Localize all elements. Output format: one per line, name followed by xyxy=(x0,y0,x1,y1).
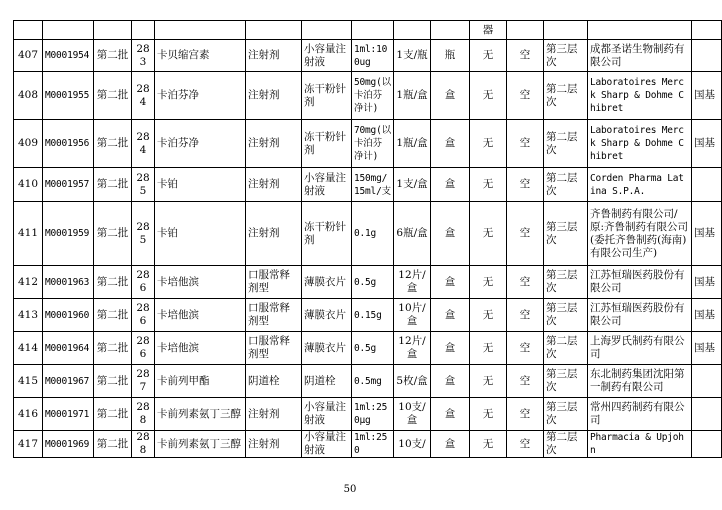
cell-strength: 0.15g xyxy=(352,299,394,332)
cell-catalog xyxy=(692,398,722,431)
cell-batch: 第二批 xyxy=(94,332,132,365)
cell-level: 第三层次 xyxy=(544,266,588,299)
cell-drug-name: 卡培他滨 xyxy=(155,332,246,365)
cell-drug-name: 卡培他滨 xyxy=(155,299,246,332)
cell-dosage-form: 注射剂 xyxy=(246,398,302,431)
header-cell xyxy=(132,21,155,40)
cell-strength: 1ml:250μg xyxy=(352,398,394,431)
cell-unit: 盒 xyxy=(431,332,470,365)
cell-drug-name: 卡前列素氨丁三醇 xyxy=(155,398,246,431)
cell-catalog xyxy=(692,168,722,202)
cell-unit: 盒 xyxy=(431,299,470,332)
table-row xyxy=(14,202,722,266)
cell-seq: 412 xyxy=(14,266,43,299)
cell-code: M0001957 xyxy=(43,168,94,202)
cell-level: 第二层次 xyxy=(544,431,588,458)
cell-drug-name: 卡前列甲酯 xyxy=(155,365,246,398)
cell-code: M0001959 xyxy=(43,202,94,266)
cell-seq: 413 xyxy=(14,299,43,332)
cell-level: 第二层次 xyxy=(544,168,588,202)
cell-manufacturer: 东北制药集团沈阳第一制药有限公司 xyxy=(588,365,692,398)
cell-level: 第二层次 xyxy=(544,332,588,365)
cell-drug-name: 卡培他滨 xyxy=(155,266,246,299)
cell-strength: 70mg(以卡泊芬净计) xyxy=(352,120,394,168)
cell-drug-name: 卡泊芬净 xyxy=(155,72,246,120)
table-row xyxy=(14,299,722,332)
cell-drug-name: 卡铂 xyxy=(155,202,246,266)
cell-packing: 5枚/盒 xyxy=(394,365,431,398)
cell-code: M0001956 xyxy=(43,120,94,168)
cell-catalog: 国基 xyxy=(692,299,722,332)
cell-manufacturer: 常州四药制药有限公司 xyxy=(588,398,692,431)
cell-level: 第三层次 xyxy=(544,398,588,431)
cell-dosage-form: 口服常释剂型 xyxy=(246,332,302,365)
cell-unit: 盒 xyxy=(431,431,470,458)
cell-unit: 盒 xyxy=(431,72,470,120)
cell-strength: 1ml:250 xyxy=(352,431,394,458)
cell-manufacturer: Corden Pharma Latina S.P.A. xyxy=(588,168,692,202)
cell-seq: 414 xyxy=(14,332,43,365)
header-cell xyxy=(302,21,352,40)
cell-dosage-form: 注射剂 xyxy=(246,72,302,120)
cell-extra: 无 xyxy=(470,40,507,72)
table-row xyxy=(14,431,722,458)
header-cell xyxy=(14,21,43,40)
header-cell xyxy=(588,21,692,40)
header-cell xyxy=(94,21,132,40)
cell-unit: 盒 xyxy=(431,202,470,266)
cell-catalog xyxy=(692,365,722,398)
header-cell xyxy=(246,21,302,40)
cell-unit: 盒 xyxy=(431,365,470,398)
cell-strength: 150mg/15ml/支 xyxy=(352,168,394,202)
header-cell xyxy=(394,21,431,40)
cell-dosage-form: 注射剂 xyxy=(246,168,302,202)
cell-status: 空 xyxy=(507,398,544,431)
header-cell xyxy=(155,21,246,40)
cell-status: 空 xyxy=(507,266,544,299)
cell-strength: 0.5g xyxy=(352,332,394,365)
cell-catalog: 国基 xyxy=(692,120,722,168)
cell-dosage-form: 口服常释剂型 xyxy=(246,299,302,332)
cell-strength: 0.5g xyxy=(352,266,394,299)
cell-group: 288 xyxy=(132,398,155,431)
cell-spec-form: 小容量注射液 xyxy=(302,168,352,202)
cell-strength: 1ml:100ug xyxy=(352,40,394,72)
cell-code: M0001971 xyxy=(43,398,94,431)
cell-level: 第二层次 xyxy=(544,72,588,120)
header-cell xyxy=(352,21,394,40)
cell-seq: 407 xyxy=(14,40,43,72)
cell-batch: 第二批 xyxy=(94,168,132,202)
cell-group: 284 xyxy=(132,120,155,168)
cell-level: 第三层次 xyxy=(544,365,588,398)
page-number: 50 xyxy=(343,484,357,495)
cell-packing: 10支/ xyxy=(394,431,431,458)
cell-dosage-form: 注射剂 xyxy=(246,431,302,458)
cell-manufacturer: 上海罗氏制药有限公司 xyxy=(588,332,692,365)
cell-group: 286 xyxy=(132,332,155,365)
cell-extra: 无 xyxy=(470,202,507,266)
cell-seq: 417 xyxy=(14,431,43,458)
header-cell: 器 xyxy=(470,21,507,40)
cell-code: M0001955 xyxy=(43,72,94,120)
cell-batch: 第二批 xyxy=(94,299,132,332)
cell-packing: 1瓶/盒 xyxy=(394,120,431,168)
cell-status: 空 xyxy=(507,120,544,168)
table-row xyxy=(14,120,722,168)
header-cell xyxy=(692,21,722,40)
cell-packing: 12片/盒 xyxy=(394,266,431,299)
cell-group: 287 xyxy=(132,365,155,398)
cell-spec-form: 冻干粉针剂 xyxy=(302,120,352,168)
cell-seq: 416 xyxy=(14,398,43,431)
cell-drug-name: 卡前列素氨丁三醇 xyxy=(155,431,246,458)
cell-spec-form: 薄膜衣片 xyxy=(302,266,352,299)
cell-spec-form: 小容量注射液 xyxy=(302,40,352,72)
cell-level: 第三层次 xyxy=(544,40,588,72)
cell-catalog xyxy=(692,431,722,458)
cell-code: M0001969 xyxy=(43,431,94,458)
cell-packing: 6瓶/盒 xyxy=(394,202,431,266)
table-row xyxy=(14,21,722,40)
cell-catalog: 国基 xyxy=(692,202,722,266)
cell-group: 283 xyxy=(132,40,155,72)
cell-group: 285 xyxy=(132,168,155,202)
header-cell xyxy=(507,21,544,40)
cell-spec-form: 小容量注射液 xyxy=(302,398,352,431)
cell-level: 第三层次 xyxy=(544,202,588,266)
table-row xyxy=(14,266,722,299)
cell-level: 第三层次 xyxy=(544,299,588,332)
cell-status: 空 xyxy=(507,72,544,120)
cell-spec-form: 薄膜衣片 xyxy=(302,299,352,332)
cell-manufacturer: 成都圣诺生物制药有限公司 xyxy=(588,40,692,72)
table-row xyxy=(14,365,722,398)
cell-seq: 411 xyxy=(14,202,43,266)
cell-strength: 0.1g xyxy=(352,202,394,266)
cell-code: M0001954 xyxy=(43,40,94,72)
cell-packing: 12片/盒 xyxy=(394,332,431,365)
cell-level: 第二层次 xyxy=(544,120,588,168)
cell-seq: 408 xyxy=(14,72,43,120)
cell-batch: 第二批 xyxy=(94,431,132,458)
cell-spec-form: 小容量注射液 xyxy=(302,431,352,458)
cell-seq: 410 xyxy=(14,168,43,202)
cell-packing: 1支/瓶 xyxy=(394,40,431,72)
cell-group: 286 xyxy=(132,266,155,299)
cell-unit: 盒 xyxy=(431,398,470,431)
cell-unit: 瓶 xyxy=(431,40,470,72)
cell-batch: 第二批 xyxy=(94,365,132,398)
cell-extra: 无 xyxy=(470,120,507,168)
cell-manufacturer: 江苏恒瑞医药股份有限公司 xyxy=(588,299,692,332)
cell-drug-name: 卡泊芬净 xyxy=(155,120,246,168)
cell-catalog: 国基 xyxy=(692,332,722,365)
cell-dosage-form: 注射剂 xyxy=(246,202,302,266)
cell-packing: 1瓶/盒 xyxy=(394,72,431,120)
cell-spec-form: 冻干粉针剂 xyxy=(302,202,352,266)
cell-extra: 无 xyxy=(470,332,507,365)
cell-batch: 第二批 xyxy=(94,202,132,266)
cell-status: 空 xyxy=(507,40,544,72)
cell-seq: 409 xyxy=(14,120,43,168)
cell-extra: 无 xyxy=(470,365,507,398)
cell-status: 空 xyxy=(507,168,544,202)
cell-status: 空 xyxy=(507,365,544,398)
table-row xyxy=(14,40,722,72)
cell-code: M0001960 xyxy=(43,299,94,332)
cell-packing: 10片/盒 xyxy=(394,299,431,332)
cell-catalog: 国基 xyxy=(692,72,722,120)
cell-spec-form: 冻干粉针剂 xyxy=(302,72,352,120)
cell-spec-form: 薄膜衣片 xyxy=(302,332,352,365)
cell-manufacturer: Pharmacia & Upjohn xyxy=(588,431,692,458)
header-cell xyxy=(431,21,470,40)
cell-batch: 第二批 xyxy=(94,40,132,72)
cell-batch: 第二批 xyxy=(94,266,132,299)
cell-batch: 第二批 xyxy=(94,398,132,431)
drug-table xyxy=(13,20,722,458)
cell-manufacturer: Laboratoires Merck Sharp & Dohme Chibret xyxy=(588,72,692,120)
cell-extra: 无 xyxy=(470,72,507,120)
cell-manufacturer: 江苏恒瑞医药股份有限公司 xyxy=(588,266,692,299)
cell-code: M0001964 xyxy=(43,332,94,365)
cell-group: 288 xyxy=(132,431,155,458)
cell-extra: 无 xyxy=(470,299,507,332)
cell-drug-name: 卡铂 xyxy=(155,168,246,202)
cell-batch: 第二批 xyxy=(94,72,132,120)
cell-status: 空 xyxy=(507,202,544,266)
cell-batch: 第二批 xyxy=(94,120,132,168)
cell-strength: 50mg(以卡泊芬净计) xyxy=(352,72,394,120)
cell-catalog xyxy=(692,40,722,72)
table-row xyxy=(14,332,722,365)
cell-manufacturer: 齐鲁制药有限公司/原:齐鲁制药有限公司(委托齐鲁制药(海南)有限公司生产) xyxy=(588,202,692,266)
cell-seq: 415 xyxy=(14,365,43,398)
cell-dosage-form: 注射剂 xyxy=(246,120,302,168)
table-row xyxy=(14,398,722,431)
cell-extra: 无 xyxy=(470,398,507,431)
cell-packing: 1支/盒 xyxy=(394,168,431,202)
cell-extra: 无 xyxy=(470,168,507,202)
cell-unit: 盒 xyxy=(431,120,470,168)
cell-group: 286 xyxy=(132,299,155,332)
cell-drug-name: 卡贝缩宫素 xyxy=(155,40,246,72)
cell-spec-form: 阴道栓 xyxy=(302,365,352,398)
cell-status: 空 xyxy=(507,332,544,365)
table-row xyxy=(14,168,722,202)
cell-unit: 盒 xyxy=(431,266,470,299)
cell-catalog: 国基 xyxy=(692,266,722,299)
table-row xyxy=(14,72,722,120)
cell-manufacturer: Laboratoires Merck Sharp & Dohme Chibret xyxy=(588,120,692,168)
header-cell xyxy=(544,21,588,40)
cell-extra: 无 xyxy=(470,431,507,458)
cell-packing: 10支/盒 xyxy=(394,398,431,431)
cell-unit: 盒 xyxy=(431,168,470,202)
cell-dosage-form: 口服常释剂型 xyxy=(246,266,302,299)
cell-extra: 无 xyxy=(470,266,507,299)
cell-code: M0001963 xyxy=(43,266,94,299)
cell-dosage-form: 注射剂 xyxy=(246,40,302,72)
cell-status: 空 xyxy=(507,299,544,332)
cell-dosage-form: 阴道栓 xyxy=(246,365,302,398)
cell-status: 空 xyxy=(507,431,544,458)
header-cell xyxy=(43,21,94,40)
cell-code: M0001967 xyxy=(43,365,94,398)
cell-group: 284 xyxy=(132,72,155,120)
cell-strength: 0.5mg xyxy=(352,365,394,398)
cell-group: 285 xyxy=(132,202,155,266)
